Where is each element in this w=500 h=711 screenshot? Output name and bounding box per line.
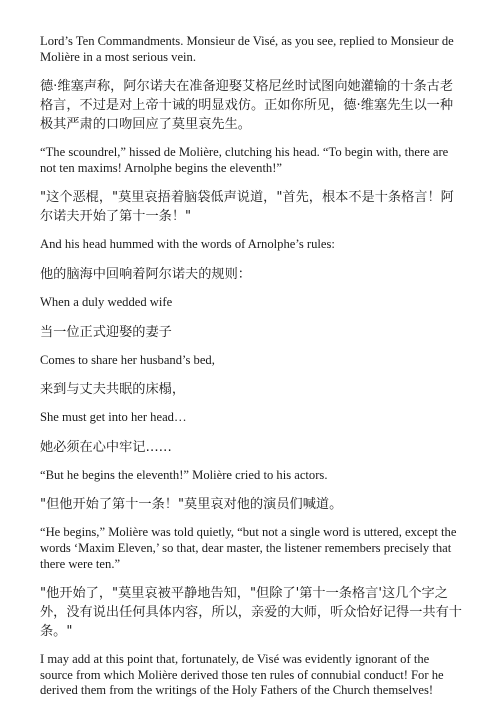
paragraph-en-4: “But he begins the eleventh!” Molière cried to his actors. [40, 467, 328, 482]
paragraph-en-1: Lord’s Ten Commandments. Monsieur de Visé, as you see, replied to Monsieur de Molière in a most serious vein. [40, 34, 454, 64]
paragraph-zh-5: "他开始了，"莫里哀被平静地告知，"但除了'第十一条格言'这几个字之外，没有说出任何具体内容，所以，亲爱的大师，听众恰好记得一共有十条。" [40, 586, 462, 640]
paragraph-zh-3: 他的脑海中回响着阿尔诺夫的规则： [40, 266, 251, 282]
verse-line-zh-2: 来到与丈夫共眠的床榻， [40, 382, 186, 398]
paragraph-zh-1: 德·维塞声称，阿尔诺夫在准备迎娶艾格尼丝时试图向她灌输的十条古老格言，不过是对上帝十诫的明显戏仿。正如你所见，德·维塞先生以一种极其严肃的口吻回应了莫里哀先生。 [40, 79, 454, 133]
verse-line-en-2: Comes to share her husband’s bed, [40, 352, 215, 367]
verse-line-en-3: She must get into her head… [40, 410, 187, 425]
verse-line-zh-1: 当一位正式迎娶的妻子 [40, 324, 172, 340]
paragraph-en-5: “He begins,” Molière was told quietly, “but not a single word is uttered, except the words ‘Maxim Eleven,’ so that, dear master, the listener remembers precisely that there were ten.” [40, 525, 457, 571]
document-page [40, 34, 465, 711]
paragraph-zh-4: "但他开始了第十一条！"莫里哀对他的演员们喊道。 [40, 497, 343, 513]
paragraph-zh-2: "这个恶棍，"莫里哀捂着脑袋低声说道，"首先，根本不是十条格言！阿尔诺夫开始了第十一条！" [40, 190, 454, 225]
paragraph-en-6: I may add at this point that, fortunately, de Visé was evidently ignorant of the source from which Molière derived those ten rules of connubial conduct! For he derived them from the writings of the Holy Fathers of the Church themselves! [40, 652, 444, 698]
paragraph-en-3: And his head hummed with the words of Arnolphe’s rules: [40, 237, 335, 252]
verse-line-zh-3: 她必须在心中牢记…… [40, 439, 172, 455]
paragraph-en-2: “The scoundrel,” hissed de Molière, clutching his head. “To begin with, there are not ten maxims! Arnolphe begins the eleventh!” [40, 145, 449, 175]
verse-line-en-1: When a duly wedded wife [40, 294, 173, 309]
